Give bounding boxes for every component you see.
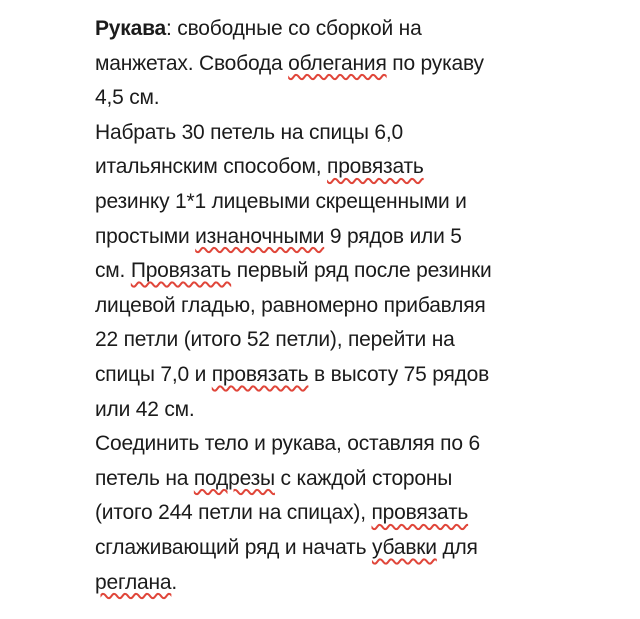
text-line	[95, 289, 635, 324]
text-line	[95, 323, 635, 358]
spellcheck-word: подрезы	[193, 466, 275, 490]
text-run: 22 петли (итого 52 петли), перейти на	[95, 328, 455, 352]
text-run: 4,5 см.	[95, 86, 160, 110]
text-run: петель на	[95, 466, 194, 490]
text-run: сглаживающий ряд и начать	[95, 535, 372, 559]
text-line	[95, 150, 635, 185]
spellcheck-word: провязать	[211, 362, 309, 386]
section-heading: Рукава	[95, 17, 166, 40]
text-run: резинку 1*1 лицевыми скрещенными и	[95, 189, 467, 213]
paragraph	[95, 116, 635, 427]
paragraph	[95, 427, 635, 600]
text-run: или 42 см.	[95, 397, 195, 421]
text-line	[95, 393, 635, 428]
spellcheck-word: провязать	[327, 155, 424, 179]
text-line	[95, 47, 635, 82]
text-run: по рукаву	[386, 51, 484, 75]
text-run: спицы 7,0 и	[95, 362, 212, 386]
text-run: (итого 244 петли на спицах),	[95, 501, 372, 525]
text-run: Соединить тело и рукава, оставляя по 6	[95, 432, 480, 456]
text-line	[95, 531, 635, 566]
text-line	[95, 81, 635, 116]
text-run: с каждой стороны	[274, 466, 453, 490]
text-line	[95, 220, 635, 255]
text-run: Набрать 30 петель на спицы 6,0	[95, 120, 403, 144]
document-text	[95, 12, 635, 600]
spellcheck-word: облегания	[288, 51, 387, 75]
spellcheck-word: убавки	[371, 535, 437, 559]
spellcheck-word: Провязать	[130, 259, 232, 283]
text-line	[95, 185, 635, 220]
text-run: первый ряд после резинки	[231, 259, 492, 283]
text-run: манжетах. Свобода	[95, 51, 289, 75]
text-run: : свободные со сборкой на	[166, 17, 422, 40]
spellcheck-word: изнаночными	[195, 224, 325, 248]
text-run: итальянским способом,	[95, 155, 328, 179]
text-line	[95, 116, 635, 151]
text-line	[95, 462, 635, 497]
text-line	[95, 566, 635, 601]
text-line	[95, 496, 635, 531]
text-run: лицевой гладью, равномерно прибавляя	[95, 293, 486, 317]
text-run: .	[171, 570, 178, 594]
text-line	[95, 427, 635, 462]
text-line	[95, 358, 635, 393]
text-run: см.	[95, 259, 131, 283]
text-run: простыми	[95, 224, 196, 248]
text-run: 9 рядов или 5	[324, 224, 462, 248]
text-line	[95, 254, 635, 289]
paragraph	[95, 12, 635, 116]
spellcheck-word: реглана	[95, 570, 172, 594]
text-run: для	[436, 535, 478, 559]
spellcheck-word: провязать	[371, 501, 469, 525]
text-run: в высоту 75 рядов	[308, 362, 490, 386]
text-line	[95, 12, 635, 47]
